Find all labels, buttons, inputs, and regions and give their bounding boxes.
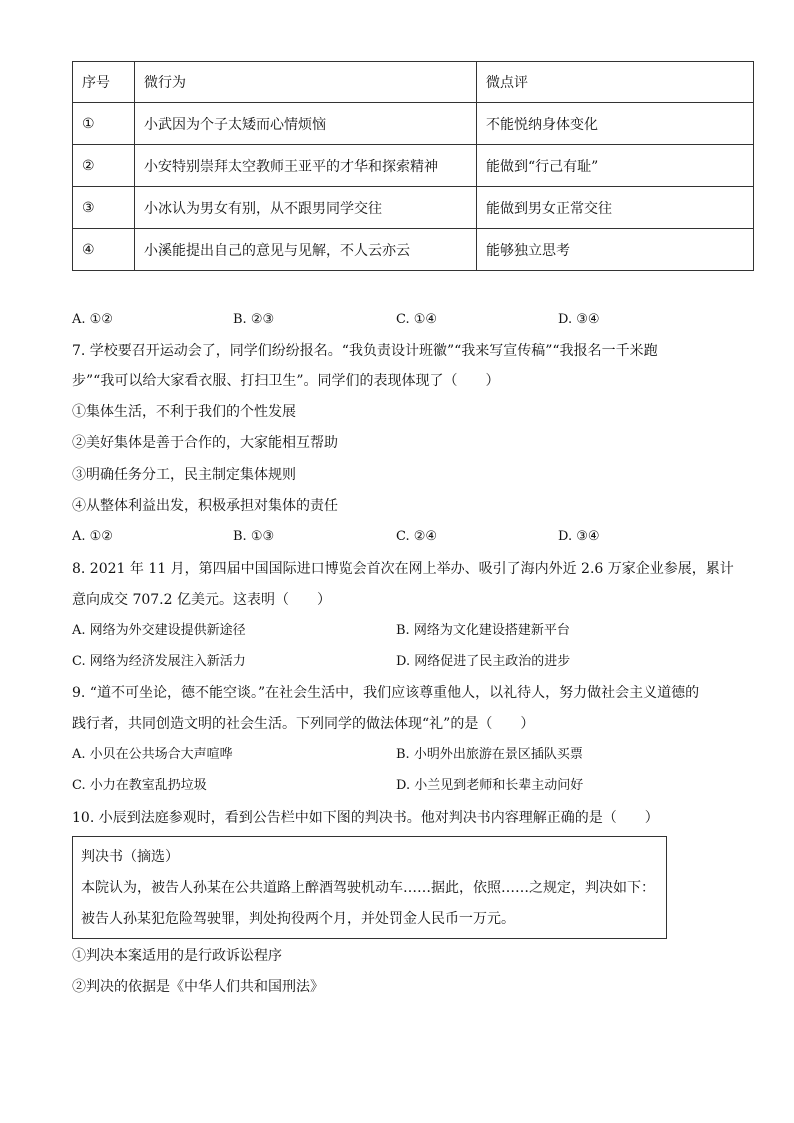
q8-option-b[interactable]: B. 网络为文化建设搭建新平台 [396, 623, 570, 638]
q8-option-a[interactable]: A. 网络为外交建设提供新途径 [72, 623, 246, 638]
row-comment: 能做到“行己有耻” [477, 145, 754, 187]
table-row [73, 229, 754, 271]
header-comment: 微点评 [477, 62, 754, 103]
row-comment: 能够独立思考 [477, 229, 754, 271]
row-behavior: 小冰认为男女有别，从不跟男同学交往 [135, 187, 477, 229]
header-behavior: 微行为 [135, 62, 477, 103]
row-behavior: 小安特别崇拜太空教师王亚平的才华和探索精神 [135, 145, 477, 187]
q9-option-a[interactable]: A. 小贝在公共场合大声喧哗 [72, 747, 233, 762]
q6-option-a[interactable]: A. ①② [72, 312, 113, 327]
q7-option-a[interactable]: A. ①② [72, 529, 113, 544]
row-behavior: 小武因为个子太矮而心情烦恼 [135, 103, 477, 145]
q9-stem-line2: 践行者，共同创造文明的社会生活。下列同学的做法体现“礼”的是（ ） [72, 716, 535, 732]
q7-option-b[interactable]: B. ①③ [233, 529, 275, 544]
q8-stem-line2: 意向成交 707.2 亿美元。这表明（ ） [72, 592, 331, 608]
table-header-row [73, 62, 754, 103]
judgment-box-title: 判决书（摘选） [81, 849, 179, 865]
q9-option-d[interactable]: D. 小兰见到老师和长辈主动问好 [396, 778, 584, 793]
judgment-box-line2: 被告人孙某犯危险驾驶罪，判处拘役两个月，并处罚金人民币一万元。 [81, 911, 515, 927]
q7-statement-2: ②美好集体是善于合作的，大家能相互帮助 [72, 435, 338, 451]
q8-option-d[interactable]: D. 网络促进了民主政治的进步 [396, 654, 571, 669]
q10-statement-1: ①判决本案适用的是行政诉讼程序 [72, 948, 282, 964]
q8-option-c[interactable]: C. 网络为经济发展注入新活力 [72, 654, 246, 669]
q7-option-d[interactable]: D. ③④ [558, 529, 600, 544]
q7-option-c[interactable]: C. ②④ [396, 529, 438, 544]
judgment-box-line1: 本院认为，被告人孙某在公共道路上醉酒驾驶机动车……据此，依照……之规定，判决如下： [81, 880, 655, 896]
table-row [73, 187, 754, 229]
row-behavior: 小溪能提出自己的意见与见解，不人云亦云 [135, 229, 477, 271]
table-row [73, 103, 754, 145]
row-index: ④ [73, 229, 135, 271]
q6-option-d[interactable]: D. ③④ [558, 312, 600, 327]
behavior-table [72, 61, 754, 271]
table-row [73, 145, 754, 187]
q10-statement-2: ②判决的依据是《中华人们共和国刑法》 [72, 979, 324, 995]
row-comment: 能做到男女正常交往 [477, 187, 754, 229]
q7-statement-3: ③明确任务分工，民主制定集体规则 [72, 467, 296, 483]
row-index: ① [73, 103, 135, 145]
judgment-excerpt-box [72, 836, 667, 939]
q7-statement-1: ①集体生活，不利于我们的个性发展 [72, 404, 296, 420]
q6-option-c[interactable]: C. ①④ [396, 312, 438, 327]
q6-option-b[interactable]: B. ②③ [233, 312, 275, 327]
q7-stem-line1: 7. 学校要召开运动会了，同学们纷纷报名。“我负责设计班徽”“我来写宣传稿”“我报名一千米跑 [72, 343, 658, 359]
q7-stem-line2: 步”“我可以给大家看衣服、打扫卫生”。同学们的表现体现了（ ） [72, 373, 500, 389]
q8-stem-line1: 8. 2021 年 11 月，第四届中国国际进口博览会首次在网上举办、吸引了海内外近 2.6 万家企业参展，累计 [72, 561, 734, 577]
q9-option-c[interactable]: C. 小力在教室乱扔垃圾 [72, 778, 207, 793]
q9-stem-line1: 9. “道不可坐论，德不能空谈。”在社会生活中，我们应该尊重他人，以礼待人，努力做社会主义道德的 [72, 685, 700, 701]
q9-option-b[interactable]: B. 小明外出旅游在景区插队买票 [396, 747, 583, 762]
row-index: ② [73, 145, 135, 187]
header-index: 序号 [73, 62, 135, 103]
row-index: ③ [73, 187, 135, 229]
q7-statement-4: ④从整体利益出发，积极承担对集体的责任 [72, 498, 338, 514]
q10-stem: 10. 小辰到法庭参观时，看到公告栏中如下图的判决书。他对判决书内容理解正确的是（ ） [72, 810, 659, 826]
row-comment: 不能悦纳身体变化 [477, 103, 754, 145]
